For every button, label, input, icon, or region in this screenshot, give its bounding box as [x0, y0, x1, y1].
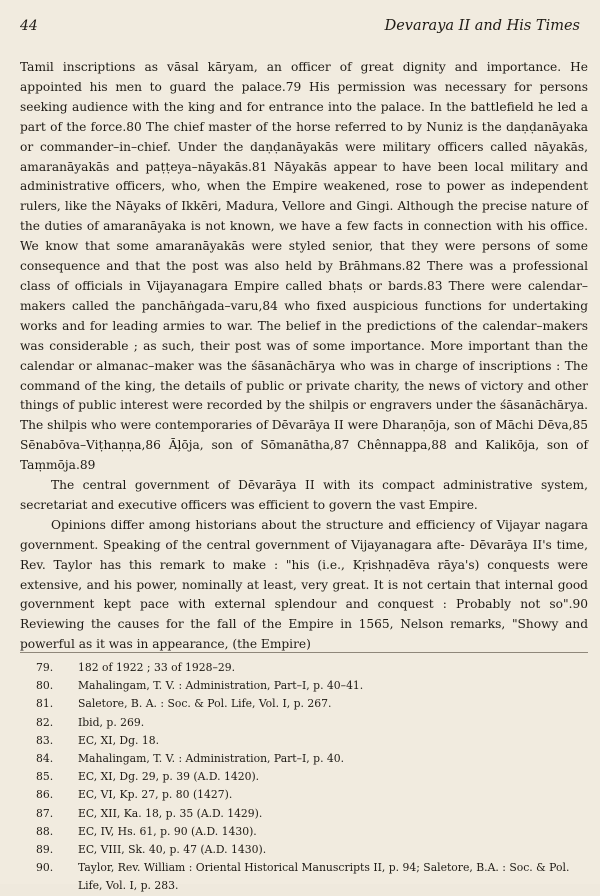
body-paragraph: Tamil inscriptions as vāsal kāryam, an officer of great dignity and importance. He appointed his men to guard the palace.79 His permission was necessary for persons seeking audience with the king and for entrance into the palace. In the battlefield he led a part of the force.80 The chief master of the horse referred to by Nuniz is the daṇḍanāyaka or commander–in–chief. Under the daṇḍanāyakās were military officers called nāyakās, amaranāyakās and paṭṭeya–nāyakās.81 Nāyakās appear to have been local military and administrative officers, who, when the Empire weakened, rose to power as independent rulers, like the Nāyaks of Ikkēri, Madura, Vellore and Gingi. Although the precise nature of the duties of amaranāyaka is not known, we have a few facts in connection with his office. We know that some amaranāyakās were styled senior, that they were persons of some consequence and that the post was also held by Brāhmans.82 There was a professional class of officials in Vijayanagara Empire called bhaṭs or bards.83 There were calendar–makers called the panchāṅgada–varu,84 who fixed auspicious functions for undertaking works and for leading armies to war. The belief in the predictions of the calendar–makers was considerable ; as such, their post was of some importance. More important than the calendar or almanac–maker was the śāsanāchārya who was in charge of inscriptions : The command of the king, the details of public or private charity, the news of victory and other things of public interest were recorded by the shilpis or engravers under the śāsanāchārya. The shilpis who were contemporaries of Dēvarāya II were Dharaṇōja, son of Māchi Dēva,85 Sēnabōva–Viṭhaṇṇa,86 Āļōja, son of Sōmanātha,87 Chênnappa,88 and Kalikōja, son of Taṃmōja.89: [20, 60, 588, 473]
body-paragraph: Opinions differ among historians about the structure and efficiency of Vijayar nagara government. Speaking of the central government of Vijayanagara afte- Dēvarāya II's time, Rev. Taylor has this remark to make : "his (i.e., Kṛishṇadēva rāya's) conquests were extensive, and his power, nominally at least, very great. It is not certain that internal good government kept pace with external splendour and conquest : Probably not so".90 Reviewing the causes for the fall of the Empire in 1565, Nelson remarks, "Showy and powerful as it was in appearance, (the Empire): [20, 517, 588, 652]
running-title: Devaraya II and His Times: [384, 18, 580, 34]
footnote-text: EC, XII, Ka. 18, p. 35 (A.D. 1429).: [78, 806, 263, 820]
footnote-number: 80.: [36, 679, 54, 693]
footnote: [20, 677, 588, 695]
footnote: [20, 768, 588, 786]
footnote-number: 81.: [36, 697, 54, 711]
footnote-divider: [20, 652, 588, 653]
footnote-text: Mahalingam, T. V. : Administration, Part–I, p. 40.: [78, 752, 345, 766]
footnote-text: 182 of 1922 ; 33 of 1928–29.: [78, 661, 236, 674]
footnote-number: 89.: [36, 843, 54, 857]
footnote-text: EC, VIII, Sk. 40, p. 47 (A.D. 1430).: [78, 843, 267, 857]
footnote-number: 87.: [36, 806, 54, 820]
footnote-number: 85.: [36, 770, 54, 784]
footnote: [20, 805, 588, 823]
footnote-text: EC, XI, Dg. 29, p. 39 (A.D. 1420).: [78, 770, 260, 784]
footnote-number: 86.: [36, 788, 54, 802]
footnotes-list: [20, 659, 588, 896]
footnote: [20, 841, 588, 859]
footnote-number: 84.: [36, 752, 54, 766]
footnote-text: Taylor, Rev. William : Oriental Historical Manuscripts II, p. 94; Saletore, B.A. : Soc. & Pol. Life, Vol. I, p. 283.: [78, 861, 570, 893]
body-text: [20, 58, 588, 655]
footnote-text: EC, XI, Dg. 18.: [78, 733, 160, 747]
footnote-number: 88.: [36, 824, 54, 838]
page-number: 44: [20, 18, 38, 34]
footnote-text: Saletore, B. A. : Soc. & Pol. Life, Vol. I, p. 267.: [78, 697, 332, 711]
footnote-number: 90.: [36, 861, 54, 875]
footnote: [20, 695, 588, 713]
footnote: [20, 786, 588, 804]
footnote-text: EC, IV, Hs. 61, p. 90 (A.D. 1430).: [78, 824, 257, 838]
footnote: [20, 750, 588, 768]
footnote: [20, 732, 588, 750]
footnote: [20, 859, 588, 895]
footnote-text: Ibid, p. 269.: [78, 715, 145, 729]
page-header: [20, 18, 580, 38]
footnote: [20, 714, 588, 732]
footnote: [20, 823, 588, 841]
footnote-text: Mahalingam, T. V. : Administration, Part–I, p. 40–41.: [78, 679, 364, 693]
footnote-text: EC, VI, Kp. 27, p. 80 (1427).: [78, 788, 233, 802]
footnote-number: 83.: [36, 733, 54, 747]
footnote-number: 82.: [36, 715, 54, 729]
footnote-number: 79.: [36, 661, 54, 674]
footnote: [20, 659, 588, 677]
body-paragraph: The central government of Dēvarāya II with its compact administrative system, secretariat and executive officers was efficient to govern the vast Empire.: [20, 478, 588, 512]
